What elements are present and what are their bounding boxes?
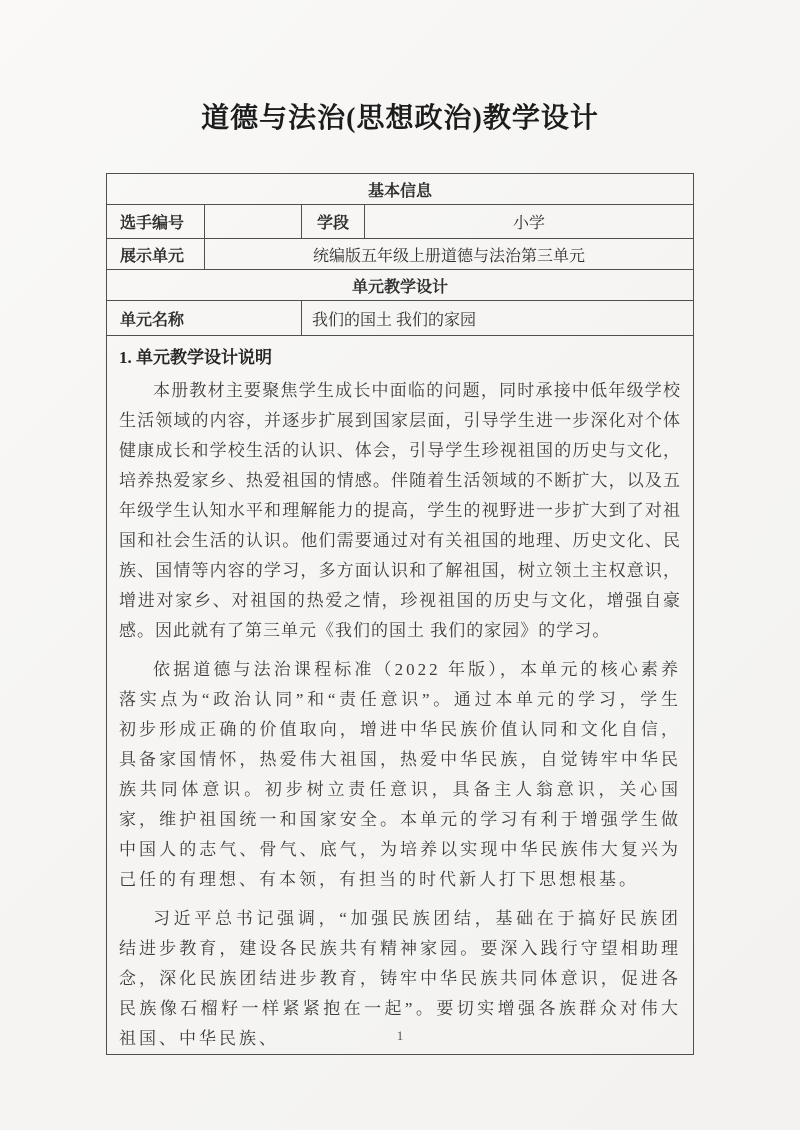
contestant-number-label: 选手编号 (106, 205, 204, 239)
basic-info-header: 基本信息 (106, 174, 693, 205)
table-row-unit-name (106, 301, 693, 336)
paragraph-3: 习近平总书记强调，“加强民族团结，基础在于搞好民族团结进步教育，建设各民族共有精神家园。要深入践行守望相助理念，深化民族团结进步教育，铸牢中华民族共同体意识，促进各民族像石榴籽一样紧紧抱在一起”。要切实增强各族群众对伟大祖国、中华民族、 (118, 909, 681, 1048)
unit-name-value: 我们的国土 我们的家园 (301, 301, 693, 336)
page-number: 1 (396, 1028, 404, 1043)
paragraph-2: 依据道德与法治课程标准（2022 年版），本单元的核心素养落实点为“政治认同”和“责任意识”。通过本单元的学习，学生初步形成正确的价值取向，增进中华民族价值认同和文化自信，具备家国情怀，热爱伟大祖国，热爱中华民族，自觉铸牢中华民族共同体意识。初步树立责任意识，具备主人翁意识，关心国家，维护祖国统一和国家安全。本单元的学习有利于增强学生做中国人的志气、骨气、底气，为培养以实现中华民族伟大复兴为己任的有理想、有本领，有担当的时代新人打下思想根基。 (118, 660, 681, 889)
display-unit-value: 统编版五年级上册道德与法治第三单元 (204, 239, 693, 270)
table-row-basic-info-header (106, 174, 693, 205)
table-row-design-header (106, 270, 693, 301)
unit-design-header: 单元教学设计 (106, 270, 693, 301)
teaching-design-table (106, 173, 694, 1055)
school-stage-value: 小学 (364, 205, 693, 239)
table-row-display-unit (106, 239, 693, 270)
paragraph-1: 本册教材主要聚焦学生成长中面临的问题，同时承接中低年级学校生活领域的内容，并逐步扩展到国家层面，引导学生进一步深化对个体健康成长和学校生活的认识、体会，引导学生珍视祖国的历史与文化，培养热爱家乡、热爱祖国的情感。伴随着生活领域的不断扩大，以及五年级学生认知水平和理解能力的提高，学生的视野进一步扩大到了对祖国和社会生活的认识。他们需要通过对有关祖国的地理、历史文化、民族、国情等内容的学习，多方面认识和了解祖国，树立领土主权意识，增进对家乡、对祖国的热爱之情，珍视祖国的历史与文化，增强自豪感。因此就有了第三单元《我们的国土 我们的家园》的学习。 (118, 381, 681, 640)
display-unit-label: 展示单元 (106, 239, 204, 270)
school-stage-label: 学段 (301, 205, 364, 239)
table-row-contestant (106, 205, 693, 239)
unit-name-label: 单元名称 (106, 301, 301, 336)
section-heading: 1. 单元教学设计说明 (118, 348, 272, 367)
contestant-number-value (204, 205, 301, 239)
design-description-cell (106, 336, 693, 1055)
page-title: 道德与法治(思想政治)教学设计 (201, 103, 599, 134)
table-row-design-description (106, 336, 693, 1055)
